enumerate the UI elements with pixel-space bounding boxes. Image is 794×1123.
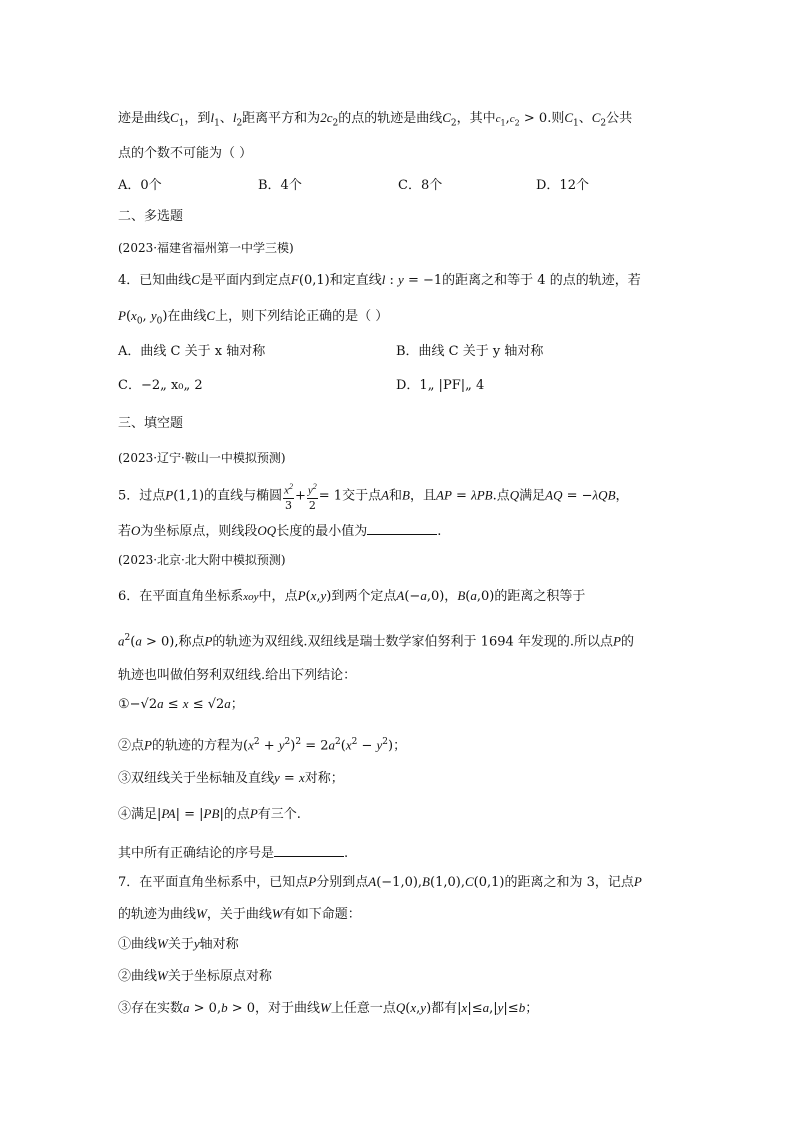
q6-stem-line-1: 6．在平面直角坐标系xoy中，点P(x,y)到两个定点A(−a,0)，B(a,0)的距离之积等于 (118, 588, 586, 604)
q7-proposition-2: ②曲线W关于坐标原点对称 (118, 968, 272, 984)
source-note-q4: (2023·福建省福州第一中学三模) (118, 241, 294, 255)
q4-option-c: C．−2„ x₀„ 2 (118, 378, 203, 393)
q7-stem-line-1: 7．在平面直角坐标系中，已知点P分别到点A(−1,0),B(1,0),C(0,1)的距离之和为 3，记点P (118, 874, 642, 890)
q6-conclusion-4: ④满足|PA| = |PB|的点P有三个. (118, 806, 301, 822)
q7-proposition-3: ③存在实数a > 0,b > 0，对于曲线W上任意一点Q(x,y)都有|x|≤a,|y|≤b； (118, 1000, 539, 1016)
source-note-q5: (2023·辽宁·鞍山一中模拟预测) (118, 451, 286, 465)
q4-option-b: B．曲线 C 关于 y 轴对称 (396, 344, 544, 359)
q3-stem-line-2: 点的个数不可能为（ ） (118, 146, 253, 161)
q4-option-d: D．1„ |PF|„ 4 (396, 378, 485, 393)
q4-stem-line-2: $P(x_0$, $y_0$)在曲线C上，则下列结论正确的是（ ） (118, 308, 389, 327)
q3-option-d: D．12个 (536, 178, 589, 193)
source-note-q6: (2023·北京·北大附中模拟预测) (118, 553, 286, 567)
q7-proposition-1: ①曲线W关于y轴对称 (118, 936, 239, 952)
q6-conclusion-1: ①−√2a ≤ x ≤ √2a； (118, 696, 244, 712)
q6-question: 其中所有正确结论的序号是 . (118, 842, 348, 864)
q6-conclusion-3: ③双纽线关于坐标轴及直线y = x对称； (118, 770, 344, 786)
q3-option-b: B．4个 (258, 178, 302, 193)
section-heading-fill-in: 三、填空题 (118, 416, 184, 431)
q6-conclusion-2: ②点P的轨迹的方程为$(x^2 + y^2)^2 = 2a^2(x^2 - y^2)$； (118, 737, 407, 754)
q4-option-a: A．曲线 C 关于 x 轴对称 (118, 344, 266, 359)
q3-option-a: A．0个 (118, 178, 162, 193)
q3-stem-line-1: 迹是曲线$C_1$，到$l_1$、$l_2$距离平方和为$2c_2$的点的轨迹是曲线$C_2$，其中$c_1,c_2 > 0$.则$C_1$、$C_2$公共 (118, 110, 633, 129)
q6-stem-line-3: 轨迹也叫做伯努利双纽线.给出下列结论： (118, 668, 357, 683)
q6-answer-blank (274, 842, 344, 857)
section-heading-multiple-choice: 二、多选题 (118, 209, 184, 224)
q5-stem-line-1: 5．过点P(1,1)的直线与椭圆 $\frac{x^2}{3}$ + $\frac{y^2}{2}$ = 1交于点A和B，且AP = λPB.点Q满足AQ = −λQB， (118, 482, 629, 512)
q5-answer-blank (367, 520, 437, 535)
q7-stem-line-2: 的轨迹为曲线W，关于曲线W有如下命题： (118, 906, 361, 922)
q4-stem-line-1: 4．已知曲线C是平面内到定点F(0,1)和定直线l : y = −1的距离之和等于 4 的点的轨迹，若 (118, 272, 641, 288)
q3-option-c: C．8个 (398, 178, 443, 193)
q6-stem-line-2: $a^2(a > 0)$,称点P的轨迹为双纽线.双纽线是瑞士数学家伯努利于 1694 年发现的.所以点P的 (118, 633, 634, 650)
q5-stem-line-2: 若O为坐标原点，则线段OQ长度的最小值为 . (118, 520, 441, 542)
